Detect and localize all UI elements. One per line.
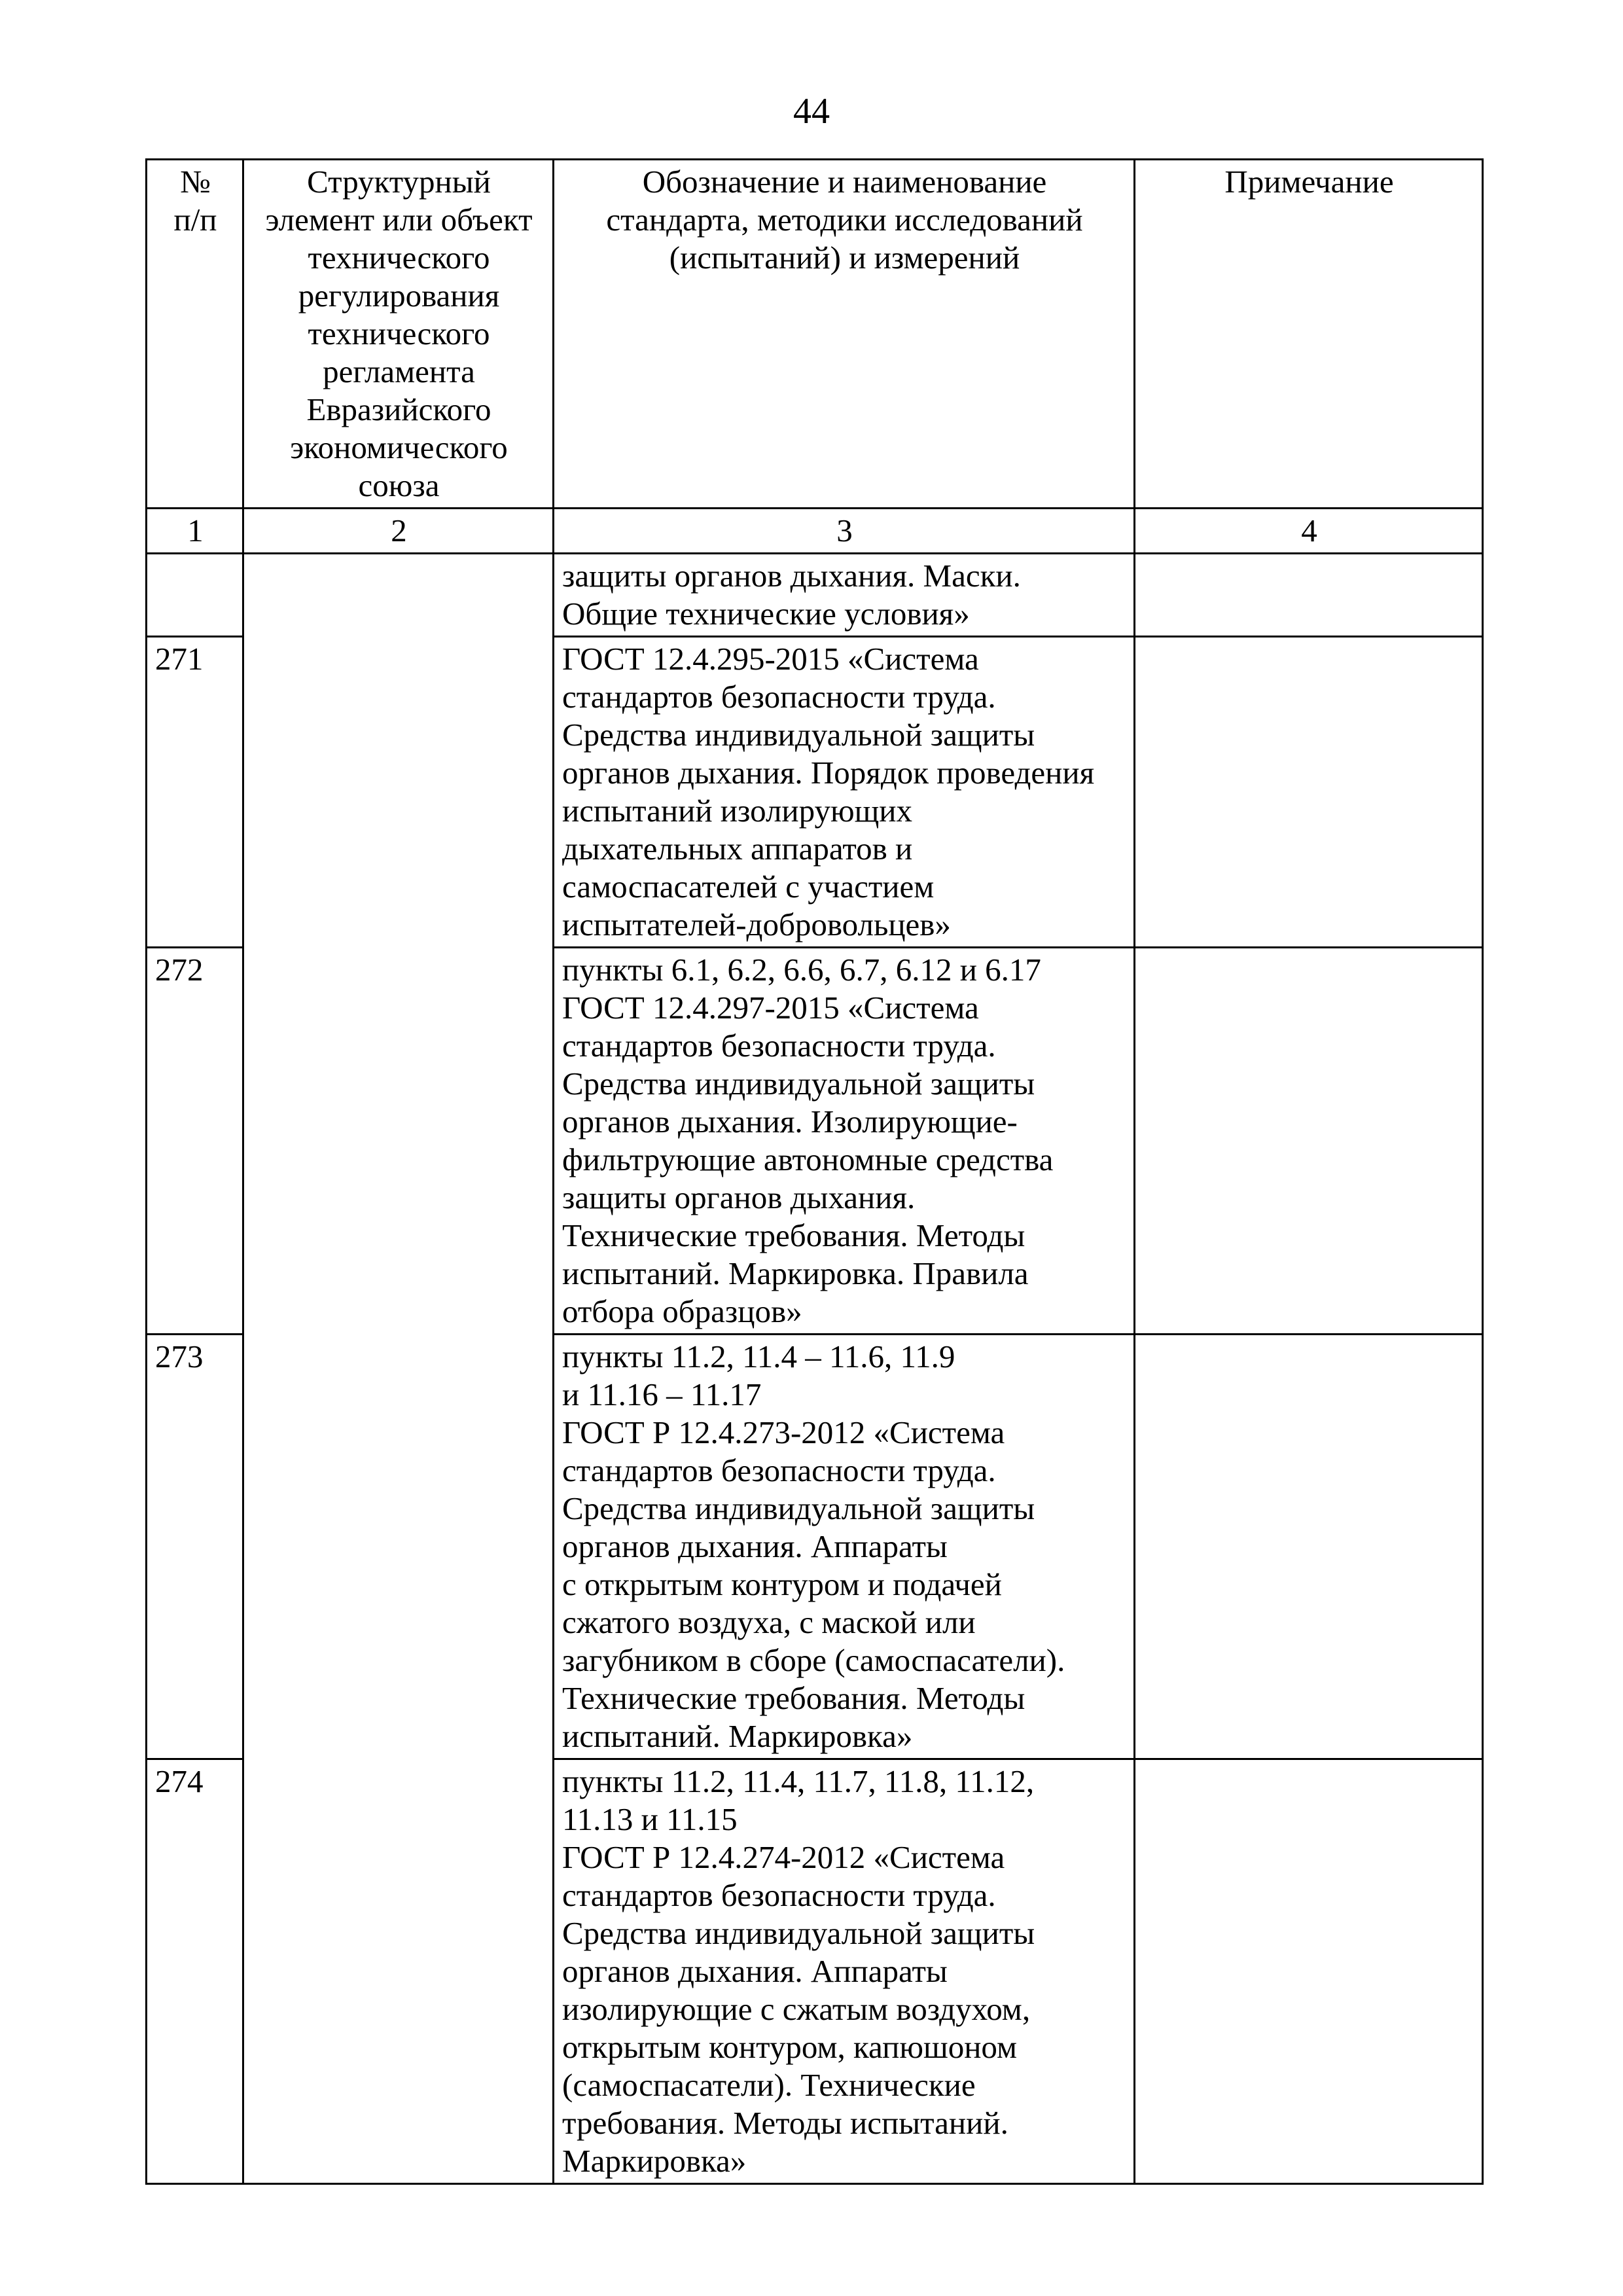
header-line: технического (308, 315, 490, 351)
standard-line: Средства индивидуальной защиты (562, 1066, 1035, 1102)
note-cell (1135, 1335, 1483, 1759)
column-number-3: 3 (554, 509, 1135, 554)
standard-line: сжатого воздуха, с маской или (562, 1604, 976, 1640)
header-line: п/п (173, 202, 217, 238)
header-col-number (147, 160, 243, 509)
header-line: стандарта, методики исследований (606, 202, 1083, 238)
standard-line: открытым контуром, капюшоном (562, 2029, 1017, 2065)
table-row (147, 554, 1483, 637)
standard-line: испытаний изолирующих (562, 793, 913, 829)
table-header-row (147, 160, 1483, 509)
note-cell (1135, 1759, 1483, 2184)
column-number-row (147, 509, 1483, 554)
standard-line: стандартов безопасности труда. (562, 1452, 996, 1488)
header-line: № (180, 164, 211, 200)
header-line: Обозначение и наименование (642, 164, 1047, 200)
header-line: элемент или объект (265, 202, 533, 238)
standard-line: Общие технические условия» (562, 596, 970, 632)
standard-line: пункты 11.2, 11.4, 11.7, 11.8, 11.12, (562, 1763, 1035, 1799)
standard-cell (554, 637, 1135, 948)
header-line: Структурный (307, 164, 491, 200)
standard-line: ГОСТ Р 12.4.274-2012 «Система (562, 1839, 1005, 1875)
standard-line: дыхательных аппаратов и (562, 831, 913, 867)
standard-line: Средства индивидуальной защиты (562, 1915, 1035, 1951)
standard-line: испытаний. Маркировка. Правила (562, 1255, 1029, 1291)
header-line: регламента (323, 353, 475, 389)
standard-line: испытаний. Маркировка» (562, 1718, 913, 1754)
standard-line: стандартов безопасности труда. (562, 1028, 996, 1064)
standard-cell (554, 554, 1135, 637)
standard-line: защиты органов дыхания. Маски. (562, 558, 1021, 594)
standard-line: стандартов безопасности труда. (562, 679, 996, 715)
note-cell (1135, 554, 1483, 637)
standard-line: Технические требования. Методы (562, 1680, 1026, 1716)
note-cell (1135, 948, 1483, 1335)
standard-line: защиты органов дыхания. (562, 1179, 916, 1215)
standard-line: с открытым контуром и подачей (562, 1566, 1002, 1602)
header-line: экономического (290, 429, 508, 465)
standard-line: пункты 11.2, 11.4 – 11.6, 11.9 (562, 1338, 955, 1374)
standard-line: органов дыхания. Аппараты (562, 1528, 948, 1564)
header-line: Примечание (1224, 164, 1394, 200)
standard-line: Технические требования. Методы (562, 1217, 1026, 1253)
standard-line: и 11.16 – 11.17 (562, 1376, 762, 1412)
structural-element-cell (243, 554, 554, 2184)
note-cell (1135, 637, 1483, 948)
header-line: Евразийского (306, 391, 491, 427)
standards-table (145, 158, 1484, 2185)
header-line: союза (358, 467, 440, 503)
standard-line: Маркировка» (562, 2143, 747, 2179)
standard-line: органов дыхания. Аппараты (562, 1953, 948, 1989)
standard-line: изолирующие с сжатым воздухом, (562, 1991, 1031, 2027)
column-number-4: 4 (1135, 509, 1483, 554)
header-line: регулирования (298, 278, 500, 314)
standard-line: ГОСТ 12.4.297-2015 «Система (562, 990, 979, 1026)
row-number: 273 (147, 1335, 243, 1759)
header-line: (испытаний) и измерений (669, 240, 1020, 276)
standard-line: отбора образцов» (562, 1293, 802, 1329)
standard-line: Средства индивидуальной защиты (562, 717, 1035, 753)
row-number: 271 (147, 637, 243, 948)
standard-line: пункты 6.1, 6.2, 6.6, 6.7, 6.12 и 6.17 (562, 952, 1041, 988)
standard-line: загубником в сборе (самоспасатели). (562, 1642, 1065, 1678)
header-col-standard (554, 160, 1135, 509)
standard-line: ГОСТ 12.4.295-2015 «Система (562, 641, 979, 677)
standard-cell (554, 1759, 1135, 2184)
standard-line: стандартов безопасности труда. (562, 1877, 996, 1913)
standard-line: Средства индивидуальной защиты (562, 1490, 1035, 1526)
standard-line: органов дыхания. Изолирующие- (562, 1103, 1018, 1139)
header-col-element (243, 160, 554, 509)
row-number (147, 554, 243, 637)
row-number: 272 (147, 948, 243, 1335)
standard-line: органов дыхания. Порядок проведения (562, 755, 1095, 791)
standard-cell (554, 1335, 1135, 1759)
row-number: 274 (147, 1759, 243, 2184)
page-number: 44 (793, 91, 830, 132)
standard-line: 11.13 и 11.15 (562, 1801, 738, 1837)
header-col-note (1135, 160, 1483, 509)
standard-line: фильтрующие автономные средства (562, 1141, 1054, 1177)
header-line: технического (308, 240, 490, 276)
standard-line: ГОСТ Р 12.4.273-2012 «Система (562, 1414, 1005, 1450)
standard-line: самоспасателей с участием (562, 869, 935, 905)
standard-line: (самоспасатели). Технические (562, 2067, 976, 2103)
standard-line: требования. Методы испытаний. (562, 2105, 1008, 2141)
standard-line: испытателей-добровольцев» (562, 906, 951, 942)
column-number-2: 2 (243, 509, 554, 554)
column-number-1: 1 (147, 509, 243, 554)
standard-cell (554, 948, 1135, 1335)
